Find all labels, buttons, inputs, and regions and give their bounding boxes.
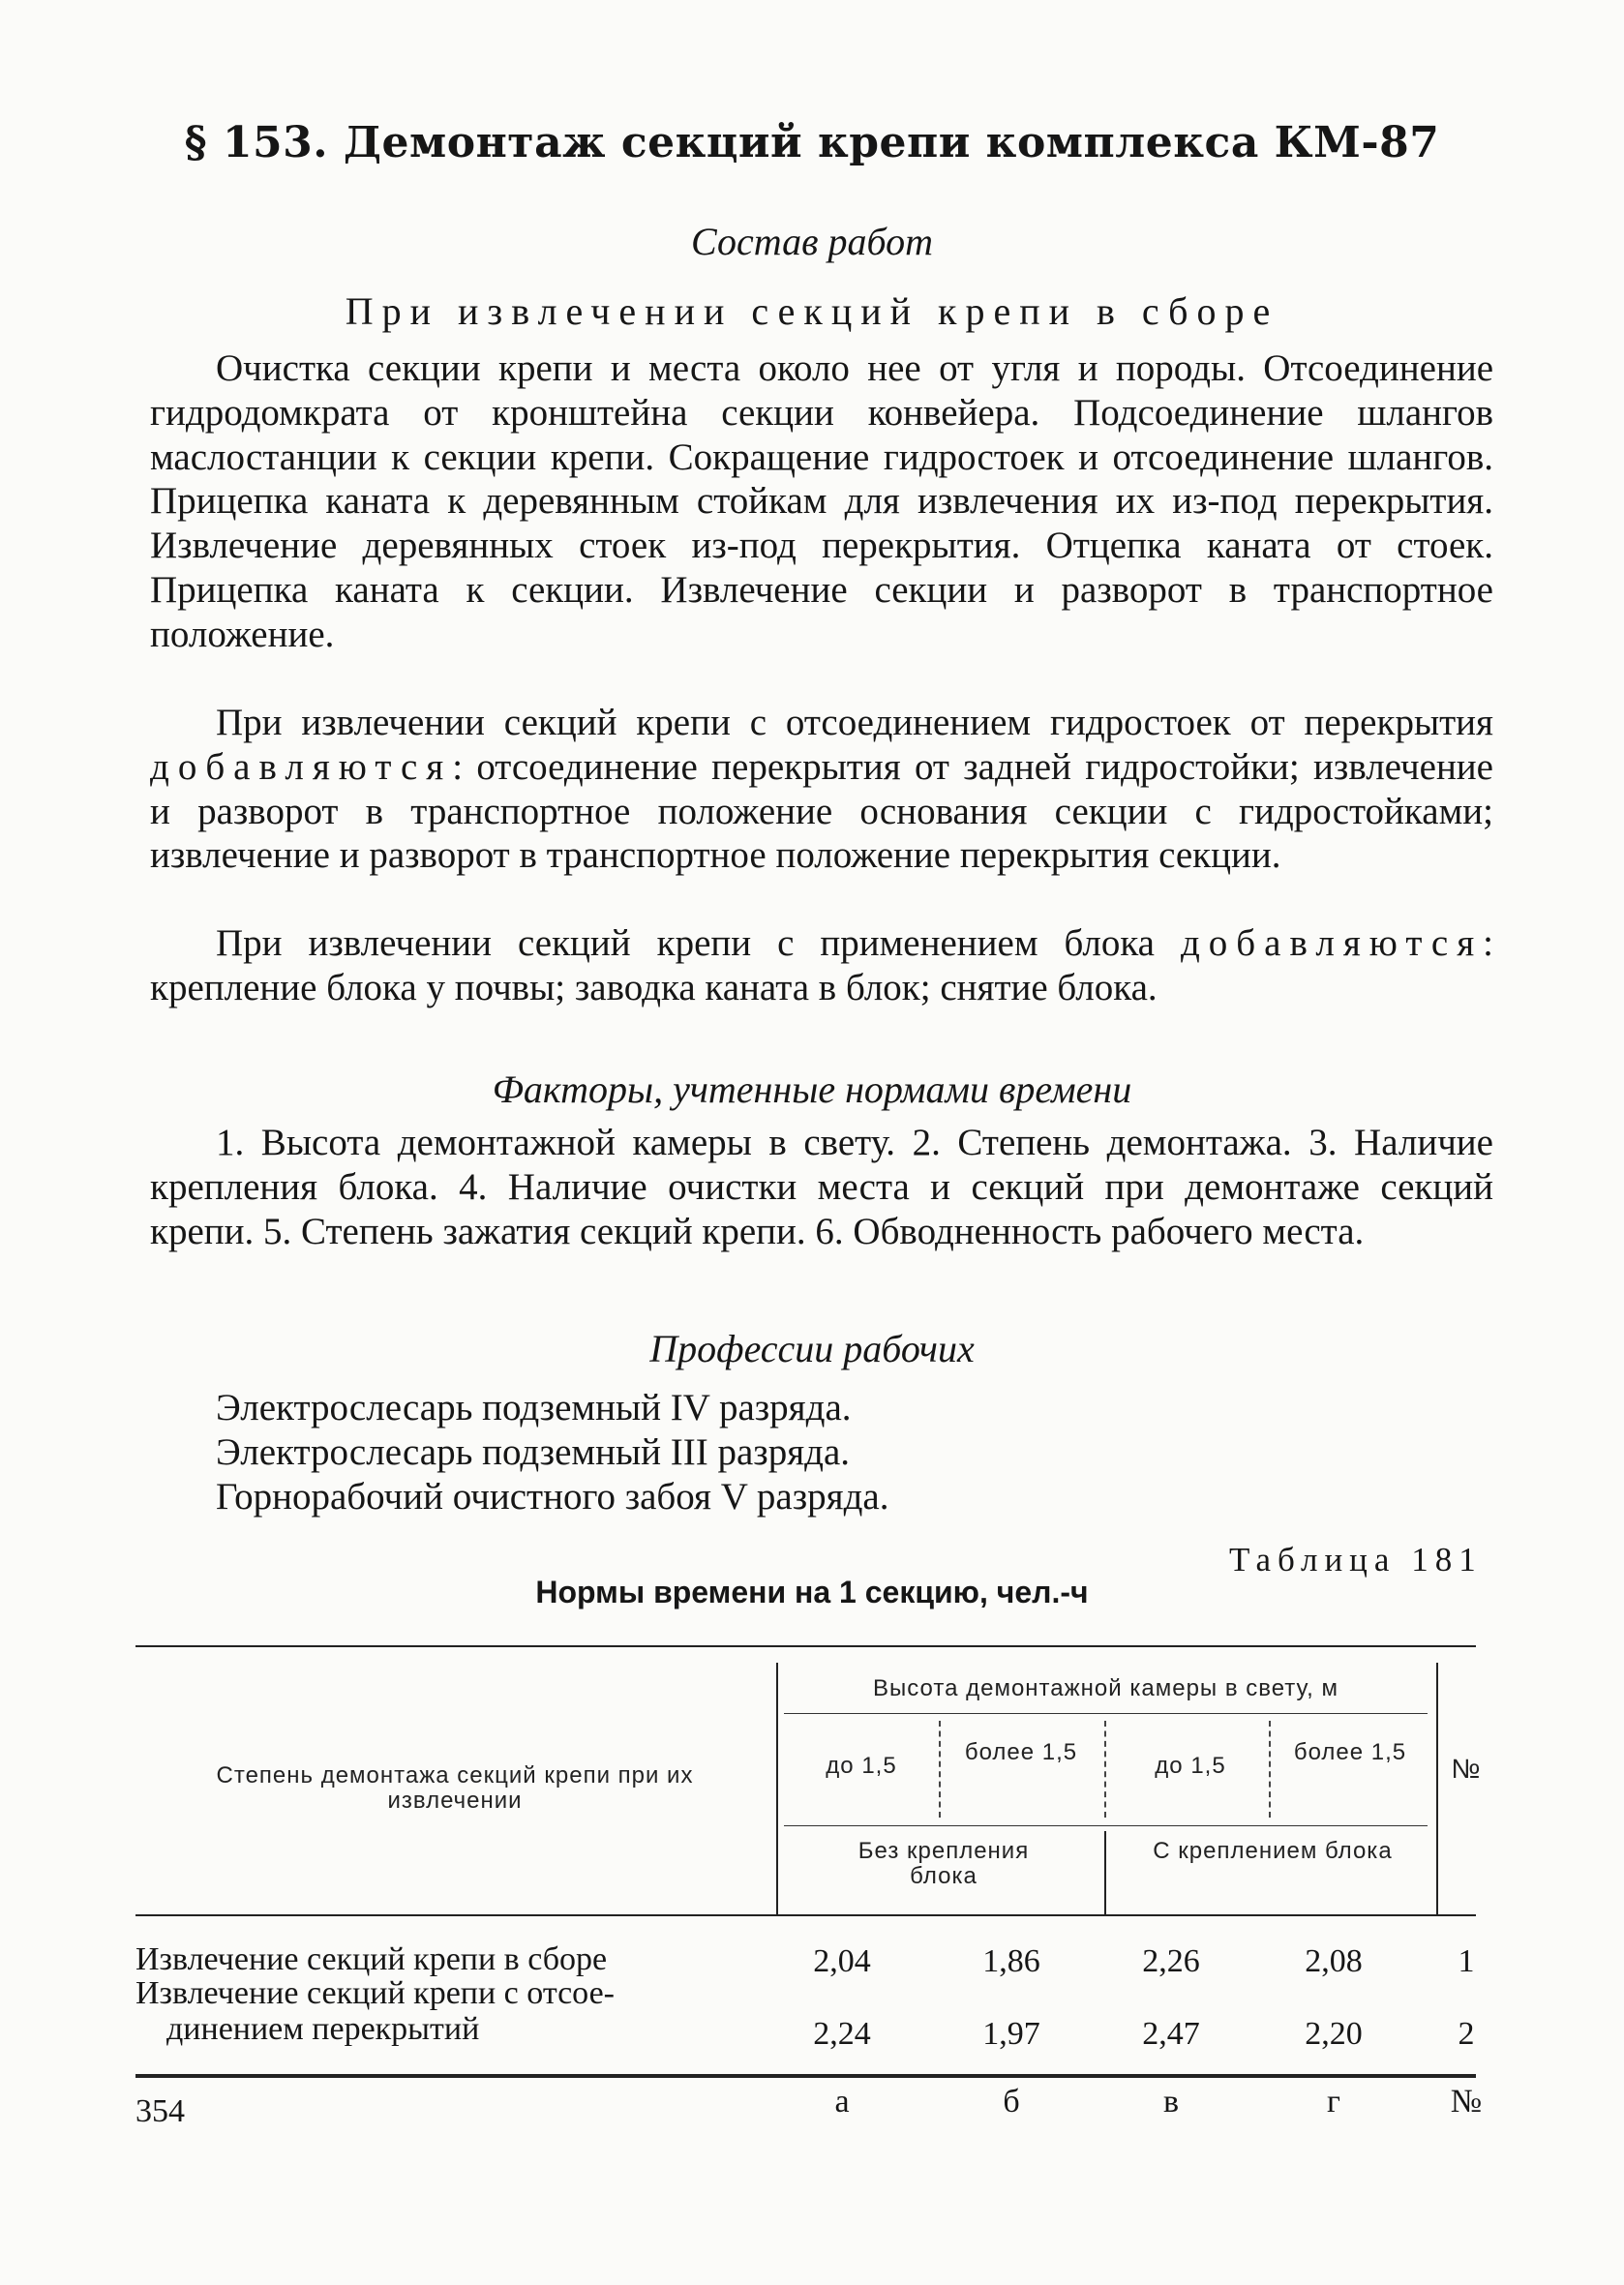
table-cell: 2,08 bbox=[1305, 1943, 1363, 1979]
paragraph-3-after: : крепление блока у почвы; заводка каната в блок; снятие блока. bbox=[150, 922, 1493, 1008]
profession-1: Электрослесарь подземный IV разряда. bbox=[216, 1387, 852, 1428]
header-sub-with-block: С креплением блока bbox=[1153, 1838, 1393, 1864]
header-group: Высота демонтажной камеры в свету, м bbox=[873, 1675, 1338, 1701]
profession-2: Электрослесарь подземный III разряда. bbox=[216, 1431, 851, 1473]
col-divider-dashed bbox=[1269, 1721, 1271, 1818]
table-row-label: динением перекрытий bbox=[166, 2011, 480, 2047]
profession-3: Горнорабочий очистного забоя V разряда. bbox=[216, 1476, 889, 1518]
factors-text: 1. Высота демонтажной камеры в свету. 2. Степень демонтажа. 3. Наличие крепления блока. 4. Наличие очистки места и секций при демонтаже секций крепи. 5. Степень зажатия секций крепи. 6. Обводненность рабочего места. bbox=[150, 1122, 1493, 1252]
table-row-label: Извлечение секций крепи с отсое- bbox=[135, 1975, 616, 2011]
table-caption: Нормы времени на 1 секцию, чел.-ч bbox=[535, 1575, 1089, 1609]
table-row-label: Извлечение секций крепи в сборе bbox=[135, 1941, 608, 1977]
subheading: При извлечении секций крепи в сборе bbox=[345, 289, 1279, 333]
table-cell: 2,24 bbox=[813, 2016, 871, 2052]
paragraph-3 bbox=[150, 921, 1493, 1010]
factors-heading: Факторы, учтенные нормами времени bbox=[492, 1067, 1132, 1111]
header-col-c: до 1,5 bbox=[1155, 1753, 1226, 1779]
page-number: 354 bbox=[135, 2093, 185, 2129]
table-footer-letter: а bbox=[834, 2084, 850, 2120]
header-col-b: более 1,5 bbox=[964, 1739, 1078, 1765]
table-bottom-rule bbox=[135, 2074, 1476, 2078]
header-col-d: более 1,5 bbox=[1293, 1739, 1407, 1765]
col-divider-dashed bbox=[1104, 1721, 1106, 1818]
section-heading: Состав работ bbox=[691, 220, 933, 263]
table-cell: 2,20 bbox=[1305, 2016, 1363, 2052]
col-divider-dashed bbox=[939, 1721, 941, 1818]
page-title: § 153. Демонтаж секций крепи комплекса КМ-87 bbox=[184, 118, 1440, 167]
table-cell: 2,47 bbox=[1142, 2016, 1200, 2052]
table-number: Таблица 181 bbox=[1229, 1541, 1483, 1578]
header-col-a: до 1,5 bbox=[826, 1753, 897, 1779]
header-sub-no-block: Без крепления блока bbox=[857, 1838, 1030, 1889]
paragraph-3-before: При извлечении секций крепи с применением блока bbox=[216, 922, 1181, 964]
paragraph-3-spaced: добавляются bbox=[1180, 922, 1484, 964]
table-footer-letter: б bbox=[1003, 2084, 1020, 2120]
table-cell: 2,04 bbox=[813, 1943, 871, 1979]
table-cell: 1,97 bbox=[982, 2016, 1040, 2052]
sub-rule bbox=[784, 1825, 1428, 1826]
paragraph-2-after: : отсоединение перекрытия от задней гидростойки; извлечение и разворот в транспортное положение основания секции с гидростойками; извлечение и разворот в транспортное положение перекрытия секции. bbox=[150, 745, 1493, 877]
table-footer-number: № bbox=[1450, 2084, 1483, 2120]
paragraph-2 bbox=[150, 701, 1493, 878]
table-footer-letter: в bbox=[1162, 2084, 1180, 2120]
table-row-number: 2 bbox=[1458, 2016, 1475, 2052]
header-number: № bbox=[1451, 1754, 1482, 1784]
paragraph-2-spaced: добавляются bbox=[150, 745, 453, 788]
table-header-rule bbox=[135, 1914, 1476, 1916]
header-stub: Степень демонтажа секций крепи при их извлечении bbox=[216, 1762, 694, 1814]
group-rule bbox=[784, 1713, 1428, 1714]
table-top-rule bbox=[135, 1645, 1476, 1647]
professions-heading: Профессии рабочих bbox=[649, 1327, 975, 1370]
table-row-number: 1 bbox=[1458, 1943, 1475, 1979]
col-divider bbox=[1104, 1831, 1106, 1916]
paragraph-2-before: При извлечении секций крепи с отсоединением гидростоек от перекрытия bbox=[216, 702, 1493, 743]
paragraph-1: Очистка секции крепи и места около нее от угля и породы. Отсоединение гидродомкрата от кронштейна секции конвейера. Подсоединение шлангов маслостанции к секции крепи. Сокращение гидростоек и отсоединение шлангов. Прицепка каната к деревянным стойкам для извлечения их из-под перекрытия. Извлечение деревянных стоек из-под перекрытия. Отцепка каната от стоек. Прицепка каната к секции. Извлечение секции и разворот в транспортное положение. bbox=[150, 347, 1493, 655]
col-divider bbox=[776, 1663, 778, 1916]
col-divider bbox=[1436, 1663, 1438, 1916]
table-cell: 1,86 bbox=[982, 1943, 1040, 1979]
table-cell: 2,26 bbox=[1142, 1943, 1200, 1979]
table-footer-letter: г bbox=[1327, 2084, 1340, 2120]
